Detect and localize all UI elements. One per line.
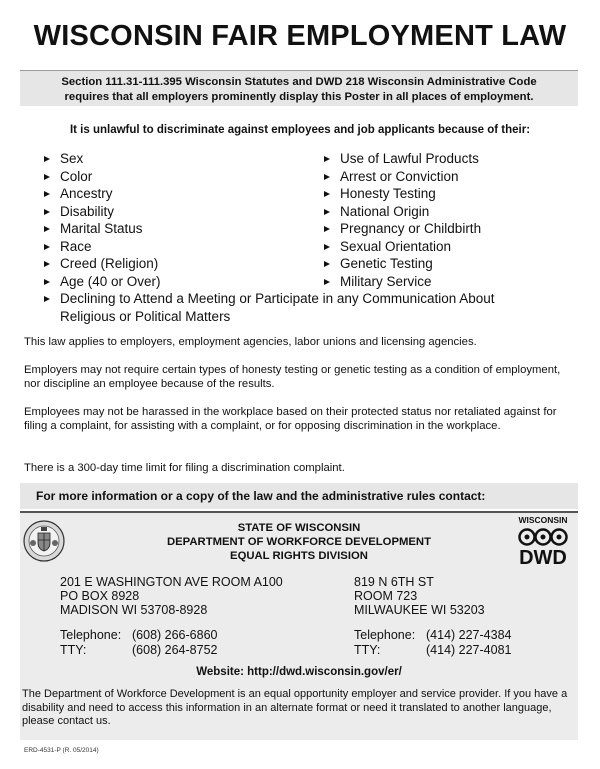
protected-item: Age (40 or Over) [40,273,161,291]
madison-address [60,575,283,617]
protected-item: Creed (Religion) [40,255,161,273]
protected-item: Marital Status [40,220,161,238]
milwaukee-telephone: (414) 227-4384 [426,628,512,642]
protected-item-long [40,290,580,325]
telephone-label: Telephone: [354,628,416,642]
protected-item: Arrest or Conviction [320,168,481,186]
telephone-label: Telephone: [60,628,122,642]
time-limit-paragraph: There is a 300-day time limit for filing a discrimination complaint. [24,462,345,474]
protected-item: Use of Lawful Products [320,150,481,168]
madison-address-line-1: 201 E WASHINGTON AVE ROOM A100 [60,575,283,589]
madison-address-line-3: MADISON WI 53708-8928 [60,603,208,617]
eeo-statement: The Department of Workforce Development is an equal opportunity employer and service provider. If you have a disability and need to access this information in an alternate format or need it translated to another language, please contact us. [22,688,568,727]
madison-phones [60,628,217,658]
milwaukee-address-line-3: MILWAUKEE WI 53203 [354,603,485,617]
protected-item: Genetic Testing [320,255,481,273]
madison-address-line-2: PO BOX 8928 [60,589,140,603]
contact-box [20,511,578,740]
protected-item: Sex [40,150,161,168]
agency-line-1: STATE OF WISCONSIN [237,522,361,534]
statute-line-2: requires that all employers prominently display this Poster in all places of employment. [64,91,534,103]
dwd-logo-top: WISCONSIN [518,515,568,525]
madison-tty: (608) 264-8752 [132,643,218,657]
protected-long-line-1: Declining to Attend a Meeting or Participate in any Communication About [60,291,495,306]
statute-line-1: Section 111.31-111.395 Wisconsin Statutes and DWD 218 Wisconsin Administrative Code [61,76,537,88]
agency-name [20,521,578,563]
unlawful-heading: It is unlawful to discriminate against employees and job applicants because of their: [69,124,531,136]
statute-notice [20,70,578,106]
protected-item: Pregnancy or Childbirth [320,220,481,238]
agency-line-3: EQUAL RIGHTS DIVISION [230,550,368,562]
milwaukee-address-line-1: 819 N 6TH ST [354,575,434,589]
protected-list-left [40,150,161,290]
milwaukee-tty: (414) 227-4081 [426,643,512,657]
form-number: ERD-4531-P (R. 05/2014) [24,747,99,754]
honesty-paragraph: Employers may not require certain types of honesty testing or genetic testing as a condition of employment, nor discipline an employee because of the results. [24,364,561,390]
protected-item: Color [40,168,161,186]
milwaukee-address [354,575,485,617]
contact-heading: For more information or a copy of the law and the administrative rules contact: [20,483,578,509]
dwd-circles-icon [516,527,570,547]
tty-label: TTY: [60,643,87,657]
protected-list-right [320,150,481,290]
applies-paragraph: This law applies to employers, employment agencies, labor unions and licensing agencies. [24,336,477,348]
protected-item: Honesty Testing [320,185,481,203]
website-link[interactable]: Website: http://dwd.wisconsin.gov/er/ [196,666,402,678]
madison-telephone: (608) 266-6860 [132,628,218,642]
milwaukee-address-line-2: ROOM 723 [354,589,418,603]
protected-item: National Origin [320,203,481,221]
protected-item: Ancestry [40,185,161,203]
protected-item: Disability [40,203,161,221]
agency-line-2: DEPARTMENT OF WORKFORCE DEVELOPMENT [166,536,431,548]
poster-title: WISCONSIN FAIR EMPLOYMENT LAW [33,20,567,52]
dwd-logo-text: DWD [519,547,567,569]
protected-item: Military Service [320,273,481,291]
protected-item: Race [40,238,161,256]
milwaukee-phones [354,628,511,658]
protected-long-line-2: Religious or Political Matters [60,308,231,324]
tty-label: TTY: [354,643,381,657]
harassment-paragraph: Employees may not be harassed in the workplace based on their protected status nor retaliated against for filing a complaint, for assisting with a complaint, or for opposing discrimination in the workplace. [24,406,557,432]
protected-item: Sexual Orientation [320,238,481,256]
dwd-logo [516,515,570,525]
